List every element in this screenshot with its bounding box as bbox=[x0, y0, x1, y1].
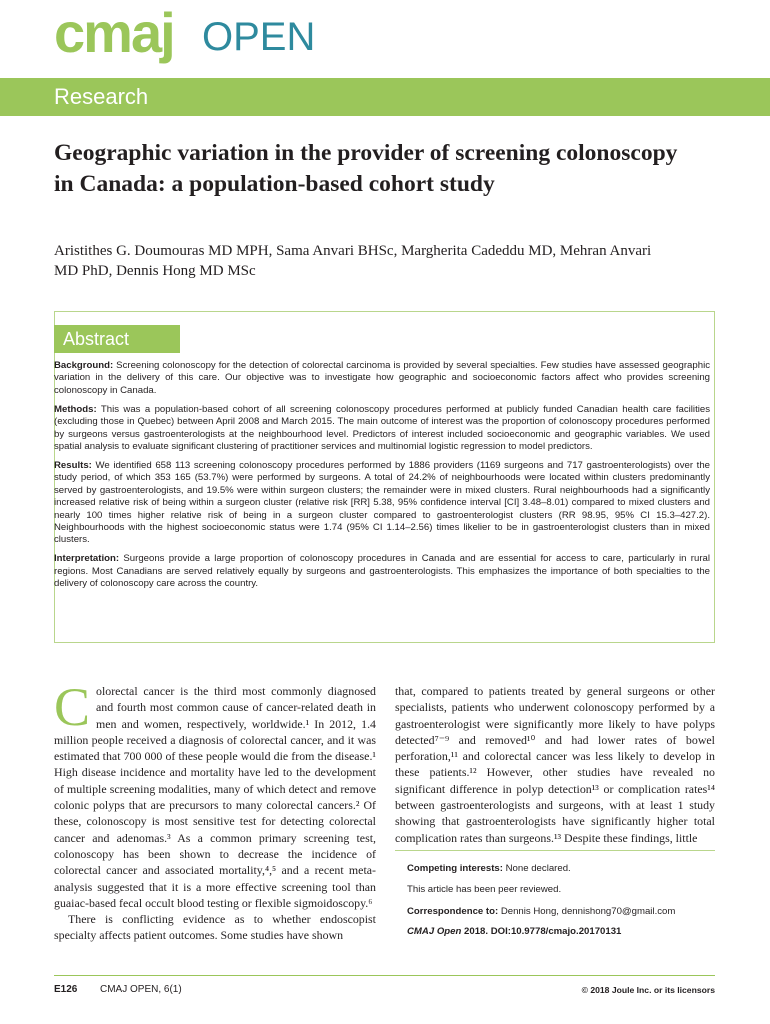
abstract-text: Surgeons provide a large proportion of colonoscopy procedures in Canada and are essential for access to care, particularly in rural regions. Most Canadians are served relatively equally by surgeons and gastroenterologists. This emphasizes the importance of both specialties to the delivery of colonoscopy care across the country. bbox=[54, 553, 710, 590]
correspondence bbox=[407, 906, 675, 917]
body-paragraph-2: There is conflicting evidence as to whether endoscopist specialty affects patient outcomes. Some studies have shown bbox=[54, 912, 376, 943]
article-title: Geographic variation in the provider of screening colonoscopy in Canada: a population-based cohort study bbox=[54, 140, 678, 197]
correspondence-text: Dennis Hong, dennishong70@gmail.com bbox=[500, 906, 676, 917]
abstract-heading: Background: bbox=[54, 360, 114, 371]
footer-rule bbox=[54, 975, 715, 976]
abstract-heading: Results: bbox=[54, 460, 92, 472]
citation-journal: CMAJ Open bbox=[407, 926, 462, 937]
citation-text: 2018. DOI:10.9778/cmajo.20170131 bbox=[464, 926, 622, 937]
peer-review-note: This article has been peer reviewed. bbox=[407, 884, 562, 895]
abstract-interpretation bbox=[54, 553, 710, 590]
body-text: olorectal cancer is the third most commonly diagnosed and fourth most common cause of cancer-related death in men and women, respectively, worldwide.¹ In 2012, 1.4 million people received a diagnosis of colorectal cancer, and it was estimated that 700 000 of these people would die from the disease.¹ High disease incidence and mortality have led to the development of multiple screening modalities, many of which detect and remove colonic polyps that are precursors to many colorectal cancers.² Of these, colonoscopy is most sensitive test for detecting colorectal cancer and adenomas.³ As a common primary screening test, colonoscopy has been shown to decrease the incidence of colorectal cancer and associated mortality,⁴,⁵ and a recent meta-analysis suggested that it is a more effective screening tool than guaiac-based fecal occult blood testing or flexible sigmoidoscopy.⁶ bbox=[54, 684, 376, 910]
abstract-methods bbox=[54, 404, 710, 454]
abstract-background bbox=[54, 360, 710, 397]
body-paragraph-3: that, compared to patients treated by general surgeons or other specialists, patients who underwent colonoscopy performed by a gastroenterologist were significantly more likely to have polyps detected⁷⁻⁹ and removed¹⁰ and had lower rates of bowel perforation,¹¹ and colorectal cancer was less likely to develop in these patients.¹² However, other studies have revealed no significant difference in polyp detection¹³ or complication rates¹⁴ between gastroenterologists and surgeons, with at least 1 study showing that gastroenterologists have significantly higher total complication rates than surgeons.¹³ Despite these findings, little bbox=[395, 684, 715, 845]
abstract-text: This was a population-based cohort of all screening colonoscopy procedures performed at publicly funded Canadian health care facilities (excluding those in Quebec) between April 2008 and March 2015. The main outcome of interest was the proportion of colonoscopy procedures performed by surgeons versus gastroenterologists at the neighbourhood level. Predictors of interest included socioeconomic and geographic variables. We used spatial analysis to evaluate significant clustering of practitioner services and multinomial logistic regression to model predictors. bbox=[54, 403, 710, 453]
abstract-heading: Interpretation: bbox=[54, 553, 120, 565]
body-column-right bbox=[395, 683, 715, 846]
competing-interests bbox=[407, 863, 571, 874]
page-number: E126 bbox=[54, 984, 78, 995]
section-label: Research bbox=[54, 84, 149, 109]
abstract-text: Screening colonoscopy for the detection of colorectal carcinoma is provided by several specialties. Few studies have assessed geographic variation in the delivery of this care. Our objective was to investigate how geographic and socioeconomic factors affect who provides screening colonoscopy in Canada. bbox=[54, 360, 710, 396]
copyright: © 2018 Joule Inc. or its licensors bbox=[581, 985, 715, 995]
article-info-box bbox=[395, 850, 715, 948]
author-list: Aristithes G. Doumouras MD MPH, Sama Anvari BHSc, Margherita Cadeddu MD, Mehran Anvari MD PhD, Dennis Hong MD MSc bbox=[54, 243, 652, 279]
correspondence-label: Correspondence to: bbox=[407, 906, 499, 917]
journal-issue: CMAJ OPEN, 6(1) bbox=[100, 984, 182, 995]
logo-open: OPEN bbox=[202, 15, 316, 59]
competing-text: None declared. bbox=[505, 863, 571, 874]
competing-label: Competing interests: bbox=[407, 863, 503, 874]
logo-cmaj: cmaj bbox=[54, 1, 174, 64]
citation bbox=[407, 926, 621, 937]
drop-cap: C bbox=[54, 677, 91, 737]
body-paragraph-1 bbox=[54, 677, 376, 911]
abstract-label: Abstract bbox=[63, 329, 130, 349]
abstract-body bbox=[54, 360, 710, 597]
body-column-left bbox=[54, 677, 376, 944]
abstract-heading: Methods: bbox=[54, 403, 97, 415]
abstract-text: We identified 658 113 screening colonoscopy procedures performed by 1886 providers (1169 surgeons and 717 gastroenterologists) over the study period, of which 353 165 (53.7%) were performed by surgeons. A total of 24.2% of neighbourhoods were located within clusters predominantly served by gastroenterologists, and 19.5% were within surgeon clusters; the remainder were in mixed clusters. Rural neighbourhoods had a significantly increased relative risk of being within a surgeon cluster (relative risk [RR] 5.38, 95% confidence interval [CI] 3.48–8.01) compared to mixed clusters and nearly 100 times higher relative risk of being in a surgeon cluster compared to gastroenterologist clusters (RR 98.95, 95% CI 15.3–427.2). Neighbourhoods with the highest socioeconomic status were 1.74 (95% CI 1.14–2.56) times likelier to be in gastroenterologist clusters than in mixed clusters. bbox=[54, 460, 710, 546]
abstract-results bbox=[54, 460, 710, 547]
